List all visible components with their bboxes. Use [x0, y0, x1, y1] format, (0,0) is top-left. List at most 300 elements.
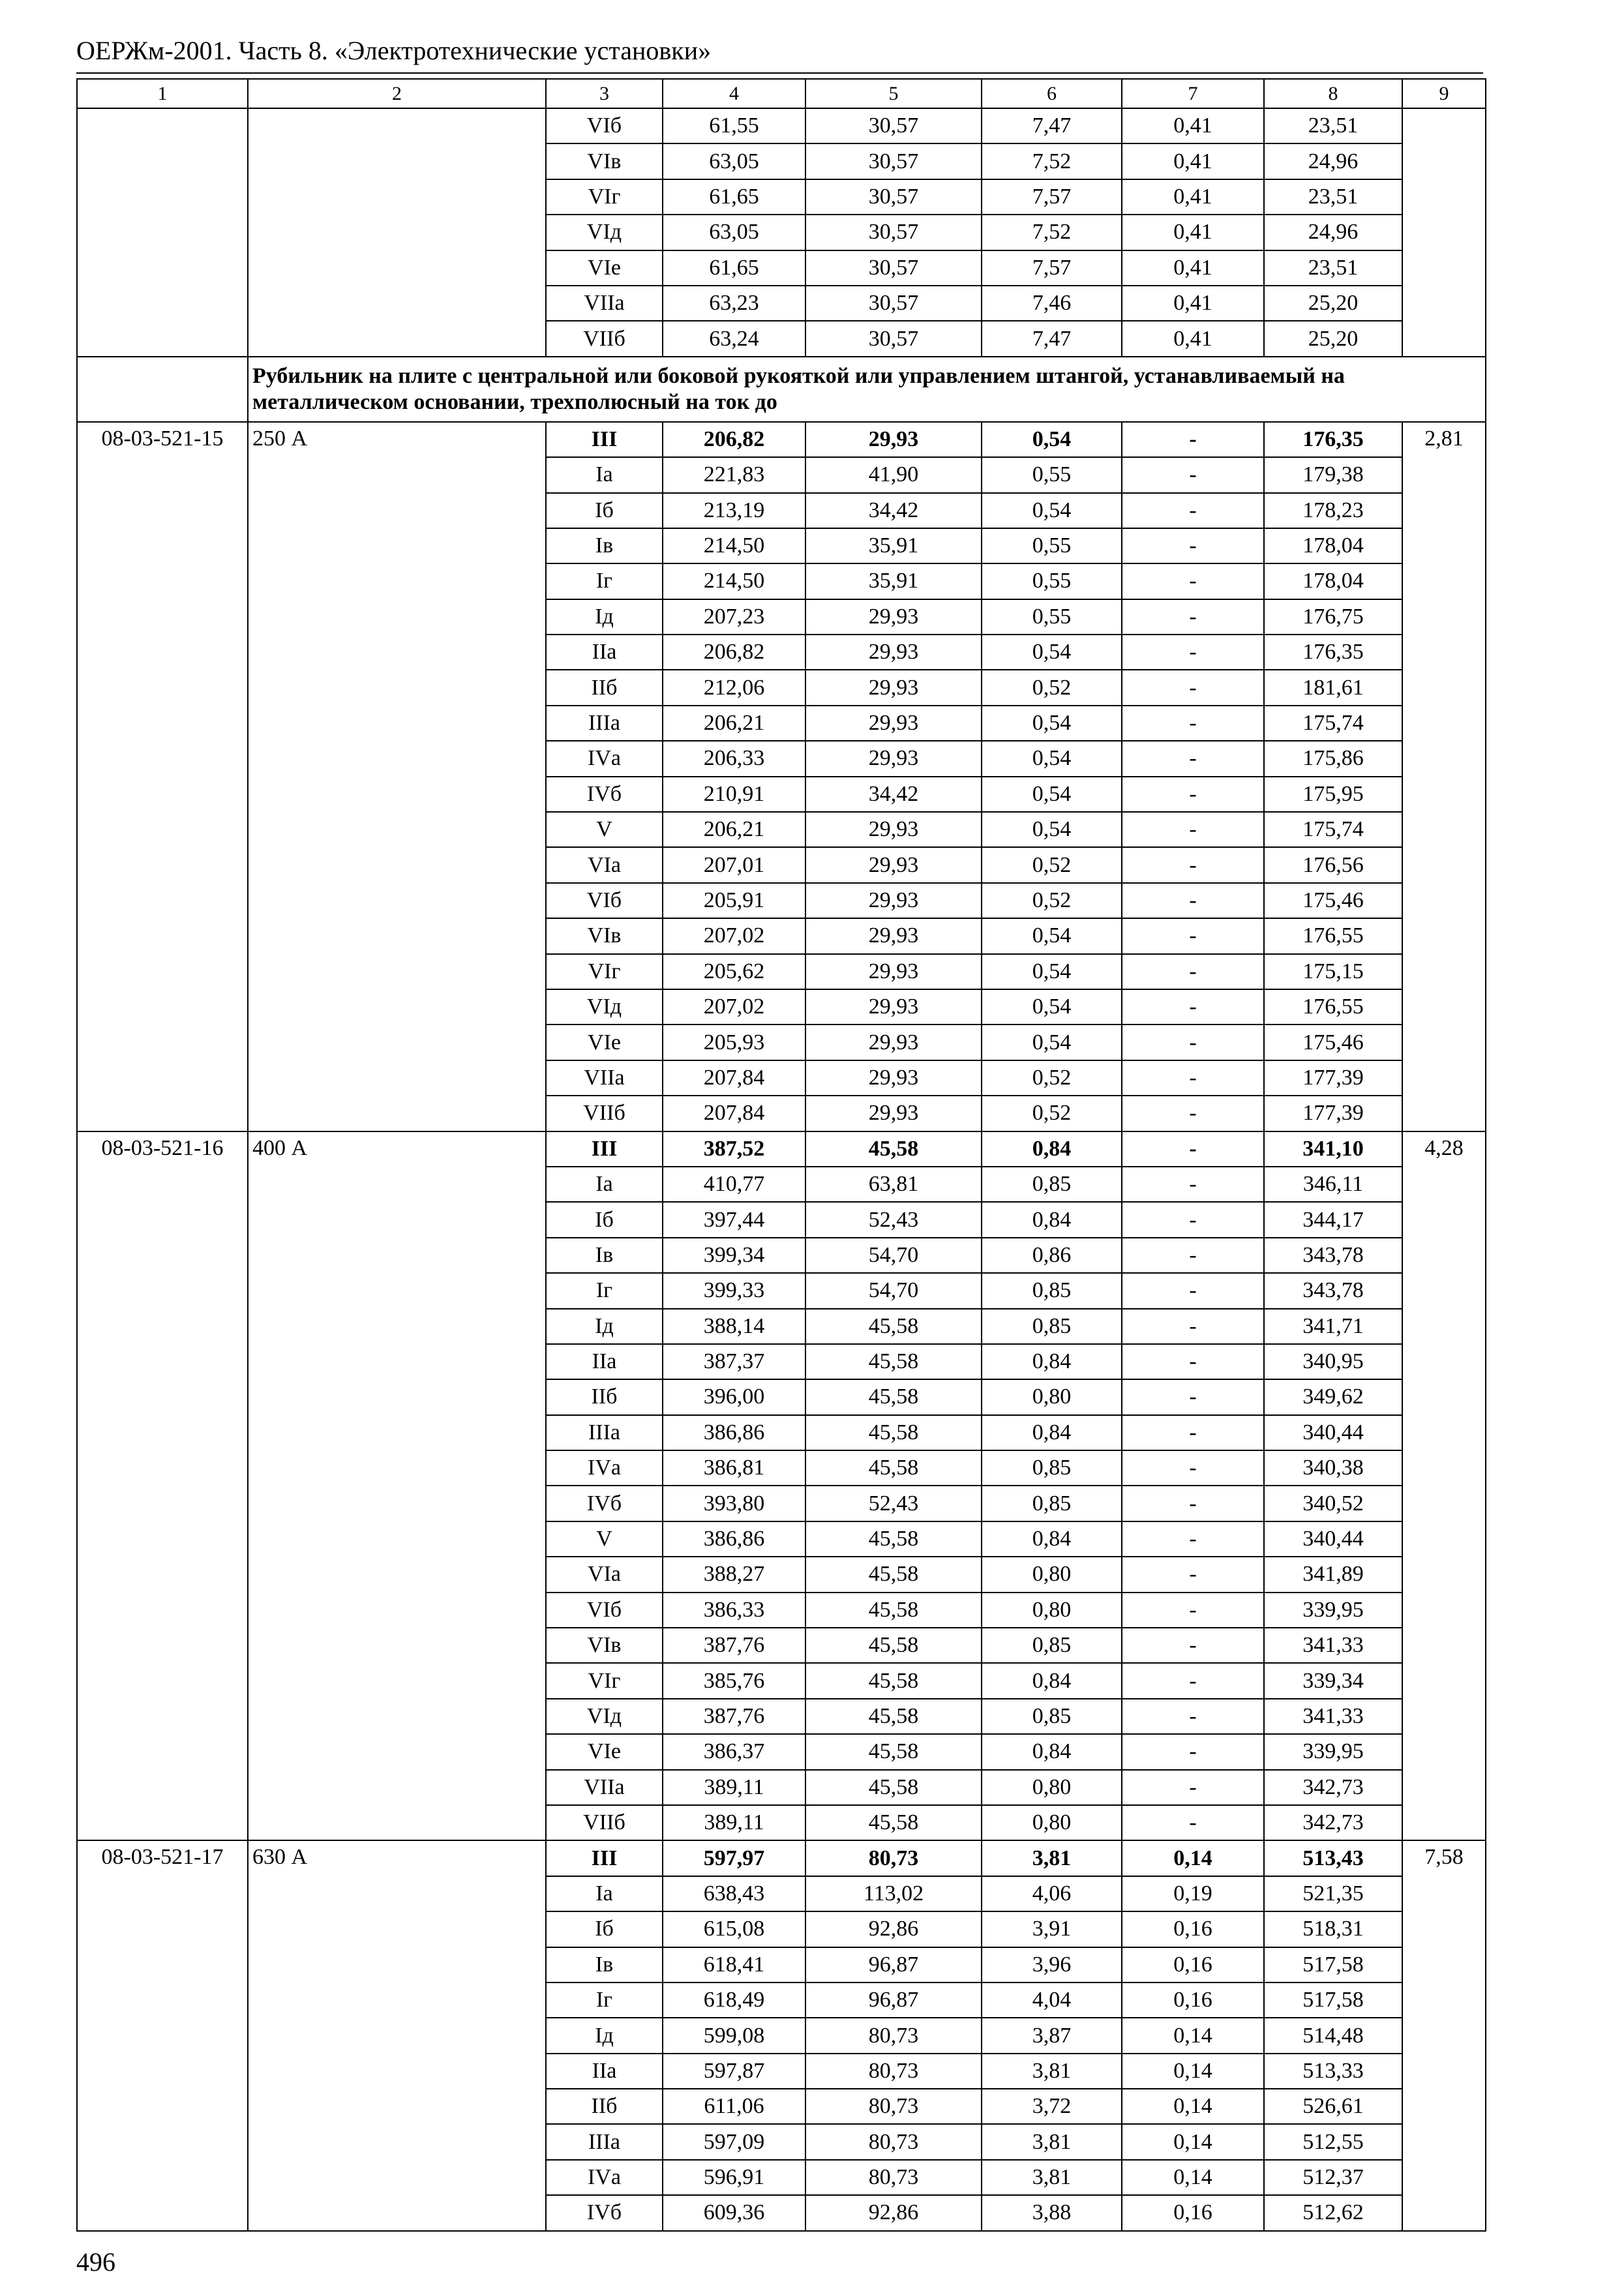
col-machinist-wages-cell: 0,41	[1122, 108, 1264, 143]
col-machines-cell: 0,85	[982, 1486, 1122, 1521]
col-machines-cell: 7,47	[982, 321, 1122, 356]
col-machines-cell: 0,54	[982, 812, 1122, 847]
col-machines-cell: 0,54	[982, 422, 1122, 457]
col-total-cost-cell: 206,21	[663, 706, 805, 741]
col-machines-cell: 0,55	[982, 528, 1122, 563]
col-category-cell: IIIа	[546, 706, 663, 741]
col-materials-cell: 178,04	[1264, 528, 1402, 563]
col-category-cell: VIб	[546, 1593, 663, 1628]
labor-cell: 7,58	[1402, 1840, 1486, 2230]
col-category-cell: Iг	[546, 1982, 663, 2018]
col-total-cost-cell: 393,80	[663, 1486, 805, 1521]
col-category-cell: VIе	[546, 1025, 663, 1060]
col-machinist-wages-cell: -	[1122, 1486, 1264, 1521]
col-wages-cell: 92,86	[805, 2195, 982, 2230]
col-machines-cell: 0,85	[982, 1628, 1122, 1663]
col-machinist-wages-cell: -	[1122, 563, 1264, 599]
col-materials-cell: 175,46	[1264, 1025, 1402, 1060]
col-total-cost-cell: 597,87	[663, 2054, 805, 2089]
col-wages-cell: 45,58	[805, 1699, 982, 1734]
col-materials-cell: 521,35	[1264, 1876, 1402, 1911]
col-machinist-wages-cell: -	[1122, 1450, 1264, 1486]
col-machinist-wages-cell: -	[1122, 1309, 1264, 1344]
col-materials-cell: 342,73	[1264, 1770, 1402, 1805]
col-category-cell: Iв	[546, 528, 663, 563]
col-materials-cell: 23,51	[1264, 179, 1402, 215]
col-materials-cell: 517,58	[1264, 1947, 1402, 1982]
col-total-cost-cell: 389,11	[663, 1805, 805, 1840]
col-wages-cell: 80,73	[805, 2089, 982, 2124]
col-category-cell: V	[546, 1521, 663, 1557]
col-wages-cell: 35,91	[805, 563, 982, 599]
col-wages-cell: 29,93	[805, 670, 982, 705]
col-materials-cell: 175,86	[1264, 741, 1402, 776]
col-wages-cell: 45,58	[805, 1628, 982, 1663]
col-total-cost-cell: 599,08	[663, 2018, 805, 2053]
col-machines-cell: 7,57	[982, 179, 1122, 215]
col-category-cell: Iг	[546, 563, 663, 599]
col-machinist-wages-cell: -	[1122, 1202, 1264, 1237]
col-category-cell: IVа	[546, 2160, 663, 2195]
col-materials-cell: 179,38	[1264, 457, 1402, 492]
col-wages-cell: 45,58	[805, 1663, 982, 1698]
col-machinist-wages-cell: 0,14	[1122, 2018, 1264, 2053]
col-machinist-wages-cell: -	[1122, 1131, 1264, 1167]
column-number-cell: 6	[982, 79, 1122, 108]
col-machines-cell: 0,85	[982, 1167, 1122, 1202]
col-machinist-wages-cell: -	[1122, 457, 1264, 492]
col-materials-cell: 339,34	[1264, 1663, 1402, 1698]
col-total-cost-cell: 386,86	[663, 1415, 805, 1450]
section-blank-cell	[77, 357, 248, 422]
col-category-cell: VIIа	[546, 1770, 663, 1805]
col-total-cost-cell: 596,91	[663, 2160, 805, 2195]
col-machines-cell: 0,54	[982, 635, 1122, 670]
col-machines-cell: 7,52	[982, 215, 1122, 250]
col-wages-cell: 29,93	[805, 741, 982, 776]
col-wages-cell: 29,93	[805, 422, 982, 457]
col-category-cell: VIд	[546, 989, 663, 1025]
col-materials-cell: 175,95	[1264, 777, 1402, 812]
col-category-cell: IIб	[546, 2089, 663, 2124]
col-total-cost-cell: 389,11	[663, 1770, 805, 1805]
col-machinist-wages-cell: 0,16	[1122, 2195, 1264, 2230]
col-category-cell: VIг	[546, 179, 663, 215]
col-materials-cell: 178,04	[1264, 563, 1402, 599]
col-wages-cell: 45,58	[805, 1450, 982, 1486]
col-machinist-wages-cell: -	[1122, 1734, 1264, 1769]
col-wages-cell: 29,93	[805, 847, 982, 882]
col-machinist-wages-cell: 0,16	[1122, 1947, 1264, 1982]
column-number-cell: 1	[77, 79, 248, 108]
col-category-cell: VIIа	[546, 286, 663, 321]
col-category-cell: III	[546, 1131, 663, 1167]
col-total-cost-cell: 205,62	[663, 954, 805, 989]
col-category-cell: VIIб	[546, 1096, 663, 1131]
col-total-cost-cell: 214,50	[663, 528, 805, 563]
col-total-cost-cell: 61,65	[663, 250, 805, 286]
col-total-cost-cell: 638,43	[663, 1876, 805, 1911]
col-wages-cell: 30,57	[805, 250, 982, 286]
col-machines-cell: 0,52	[982, 847, 1122, 882]
col-category-cell: Iв	[546, 1947, 663, 1982]
col-total-cost-cell: 385,76	[663, 1663, 805, 1698]
col-machines-cell: 0,80	[982, 1805, 1122, 1840]
col-machines-cell: 3,88	[982, 2195, 1122, 2230]
col-category-cell: Iа	[546, 1167, 663, 1202]
col-machines-cell: 0,54	[982, 954, 1122, 989]
col-materials-cell: 175,15	[1264, 954, 1402, 989]
col-wages-cell: 35,91	[805, 528, 982, 563]
col-machines-cell: 0,80	[982, 1379, 1122, 1414]
col-category-cell: VIв	[546, 1628, 663, 1663]
col-wages-cell: 45,58	[805, 1521, 982, 1557]
col-total-cost-cell: 206,33	[663, 741, 805, 776]
col-machines-cell: 0,84	[982, 1663, 1122, 1698]
col-machinist-wages-cell: 0,16	[1122, 1982, 1264, 2018]
col-total-cost-cell: 214,50	[663, 563, 805, 599]
code-cell: 08-03-521-15	[77, 422, 248, 1131]
col-machinist-wages-cell: -	[1122, 1699, 1264, 1734]
col-wages-cell: 29,93	[805, 1096, 982, 1131]
labor-cell: 2,81	[1402, 422, 1486, 1131]
col-total-cost-cell: 61,55	[663, 108, 805, 143]
col-materials-cell: 512,37	[1264, 2160, 1402, 2195]
col-category-cell: V	[546, 812, 663, 847]
column-number-cell: 4	[663, 79, 805, 108]
col-machinist-wages-cell: -	[1122, 1238, 1264, 1273]
col-machines-cell: 0,86	[982, 1238, 1122, 1273]
col-wages-cell: 92,86	[805, 1911, 982, 1947]
table-row	[77, 422, 1486, 457]
col-materials-cell: 340,44	[1264, 1521, 1402, 1557]
col-wages-cell: 29,93	[805, 883, 982, 918]
col-machinist-wages-cell: -	[1122, 1663, 1264, 1698]
col-machinist-wages-cell: -	[1122, 493, 1264, 528]
col-category-cell: Iв	[546, 1238, 663, 1273]
col-machines-cell: 0,54	[982, 989, 1122, 1025]
col-materials-cell: 24,96	[1264, 143, 1402, 179]
col-total-cost-cell: 207,02	[663, 989, 805, 1025]
col-category-cell: Iб	[546, 1202, 663, 1237]
col-machines-cell: 3,87	[982, 2018, 1122, 2053]
page-header: ОЕРЖм-2001. Часть 8. «Электротехнические установки»	[76, 36, 712, 65]
col-total-cost-cell: 387,76	[663, 1628, 805, 1663]
col-category-cell: VIа	[546, 847, 663, 882]
col-machines-cell: 0,54	[982, 493, 1122, 528]
col-machinist-wages-cell: 0,41	[1122, 250, 1264, 286]
col-materials-cell: 341,71	[1264, 1309, 1402, 1344]
col-machinist-wages-cell: 0,14	[1122, 1840, 1264, 1876]
col-total-cost-cell: 387,52	[663, 1131, 805, 1167]
col-materials-cell: 341,89	[1264, 1557, 1402, 1592]
col-category-cell: Iг	[546, 1273, 663, 1308]
col-total-cost-cell: 618,49	[663, 1982, 805, 2018]
column-number-cell: 5	[805, 79, 982, 108]
col-total-cost-cell: 388,14	[663, 1309, 805, 1344]
col-materials-cell: 346,11	[1264, 1167, 1402, 1202]
col-materials-cell: 513,33	[1264, 2054, 1402, 2089]
col-wages-cell: 29,93	[805, 706, 982, 741]
col-materials-cell: 526,61	[1264, 2089, 1402, 2124]
col-materials-cell: 512,62	[1264, 2195, 1402, 2230]
col-machinist-wages-cell: -	[1122, 706, 1264, 741]
col-total-cost-cell: 597,97	[663, 1840, 805, 1876]
col-total-cost-cell: 206,82	[663, 635, 805, 670]
col-machines-cell: 0,55	[982, 599, 1122, 635]
col-wages-cell: 80,73	[805, 2124, 982, 2159]
col-materials-cell: 340,44	[1264, 1415, 1402, 1450]
col-materials-cell: 349,62	[1264, 1379, 1402, 1414]
col-category-cell: Iб	[546, 1911, 663, 1947]
col-wages-cell: 29,93	[805, 599, 982, 635]
col-machines-cell: 0,84	[982, 1202, 1122, 1237]
col-machines-cell: 4,06	[982, 1876, 1122, 1911]
col-wages-cell: 45,58	[805, 1131, 982, 1167]
col-machinist-wages-cell: -	[1122, 1593, 1264, 1628]
column-number-cell: 7	[1122, 79, 1264, 108]
col-materials-cell: 517,58	[1264, 1982, 1402, 2018]
col-machinist-wages-cell: -	[1122, 1415, 1264, 1450]
col-materials-cell: 175,74	[1264, 706, 1402, 741]
col-machinist-wages-cell: -	[1122, 670, 1264, 705]
col-category-cell: VIIа	[546, 1060, 663, 1096]
col-machinist-wages-cell: -	[1122, 1770, 1264, 1805]
col-total-cost-cell: 205,91	[663, 883, 805, 918]
col-total-cost-cell: 61,65	[663, 179, 805, 215]
col-wages-cell: 45,58	[805, 1309, 982, 1344]
table-row	[77, 108, 1486, 143]
col-wages-cell: 80,73	[805, 2054, 982, 2089]
col-wages-cell: 29,93	[805, 918, 982, 953]
col-total-cost-cell: 206,82	[663, 422, 805, 457]
col-materials-cell: 341,33	[1264, 1628, 1402, 1663]
col-wages-cell: 29,93	[805, 635, 982, 670]
col-wages-cell: 54,70	[805, 1273, 982, 1308]
col-machinist-wages-cell: -	[1122, 599, 1264, 635]
col-machinist-wages-cell: -	[1122, 635, 1264, 670]
col-machinist-wages-cell: 0,14	[1122, 2054, 1264, 2089]
col-machines-cell: 0,85	[982, 1450, 1122, 1486]
col-wages-cell: 45,58	[805, 1344, 982, 1379]
col-wages-cell: 45,58	[805, 1770, 982, 1805]
col-total-cost-cell: 207,01	[663, 847, 805, 882]
col-total-cost-cell: 399,33	[663, 1273, 805, 1308]
col-materials-cell: 514,48	[1264, 2018, 1402, 2053]
col-total-cost-cell: 210,91	[663, 777, 805, 812]
col-wages-cell: 29,93	[805, 812, 982, 847]
col-materials-cell: 177,39	[1264, 1060, 1402, 1096]
col-machines-cell: 0,84	[982, 1415, 1122, 1450]
col-total-cost-cell: 221,83	[663, 457, 805, 492]
col-wages-cell: 30,57	[805, 321, 982, 356]
col-category-cell: VIе	[546, 1734, 663, 1769]
col-category-cell: IVа	[546, 1450, 663, 1486]
col-category-cell: VIд	[546, 215, 663, 250]
col-total-cost-cell: 387,37	[663, 1344, 805, 1379]
col-wages-cell: 30,57	[805, 215, 982, 250]
col-machinist-wages-cell: -	[1122, 1521, 1264, 1557]
col-category-cell: Iд	[546, 2018, 663, 2053]
col-category-cell: VIа	[546, 1557, 663, 1592]
col-wages-cell: 41,90	[805, 457, 982, 492]
col-total-cost-cell: 63,05	[663, 143, 805, 179]
col-total-cost-cell: 206,21	[663, 812, 805, 847]
col-machinist-wages-cell: -	[1122, 1805, 1264, 1840]
col-wages-cell: 63,81	[805, 1167, 982, 1202]
col-total-cost-cell: 386,81	[663, 1450, 805, 1486]
col-materials-cell: 176,55	[1264, 989, 1402, 1025]
col-total-cost-cell: 386,33	[663, 1593, 805, 1628]
col-category-cell: IIIа	[546, 2124, 663, 2159]
col-wages-cell: 34,42	[805, 777, 982, 812]
col-machines-cell: 0,85	[982, 1699, 1122, 1734]
col-materials-cell: 340,52	[1264, 1486, 1402, 1521]
col-total-cost-cell: 207,23	[663, 599, 805, 635]
col-machines-cell: 3,81	[982, 2124, 1122, 2159]
col-materials-cell: 178,23	[1264, 493, 1402, 528]
col-category-cell: III	[546, 422, 663, 457]
col-machinist-wages-cell: -	[1122, 883, 1264, 918]
col-category-cell: VIб	[546, 108, 663, 143]
col-total-cost-cell: 207,84	[663, 1096, 805, 1131]
col-materials-cell: 518,31	[1264, 1911, 1402, 1947]
labor-cell	[1402, 108, 1486, 357]
col-materials-cell: 23,51	[1264, 108, 1402, 143]
col-wages-cell: 30,57	[805, 286, 982, 321]
col-materials-cell: 175,46	[1264, 883, 1402, 918]
col-total-cost-cell: 63,24	[663, 321, 805, 356]
col-total-cost-cell: 212,06	[663, 670, 805, 705]
col-category-cell: IVб	[546, 777, 663, 812]
col-machinist-wages-cell: -	[1122, 918, 1264, 953]
col-category-cell: IIа	[546, 2054, 663, 2089]
col-total-cost-cell: 611,06	[663, 2089, 805, 2124]
col-materials-cell: 344,17	[1264, 1202, 1402, 1237]
col-machinist-wages-cell: 0,41	[1122, 215, 1264, 250]
col-category-cell: IIб	[546, 670, 663, 705]
col-machinist-wages-cell: -	[1122, 1273, 1264, 1308]
col-machines-cell: 7,46	[982, 286, 1122, 321]
table-row	[77, 1840, 1486, 1876]
col-wages-cell: 52,43	[805, 1486, 982, 1521]
col-category-cell: IVб	[546, 2195, 663, 2230]
col-machinist-wages-cell: -	[1122, 1167, 1264, 1202]
col-total-cost-cell: 207,02	[663, 918, 805, 953]
col-wages-cell: 80,73	[805, 2018, 982, 2053]
col-machinist-wages-cell: 0,14	[1122, 2160, 1264, 2195]
col-machinist-wages-cell: 0,14	[1122, 2124, 1264, 2159]
col-machinist-wages-cell: 0,41	[1122, 321, 1264, 356]
col-machines-cell: 0,55	[982, 563, 1122, 599]
col-category-cell: Iд	[546, 1309, 663, 1344]
col-wages-cell: 96,87	[805, 1947, 982, 1982]
col-machines-cell: 0,84	[982, 1131, 1122, 1167]
col-total-cost-cell: 386,86	[663, 1521, 805, 1557]
col-machines-cell: 7,47	[982, 108, 1122, 143]
col-machines-cell: 0,54	[982, 1025, 1122, 1060]
column-number-cell: 8	[1264, 79, 1402, 108]
col-machinist-wages-cell: 0,41	[1122, 179, 1264, 215]
col-wages-cell: 45,58	[805, 1415, 982, 1450]
col-machines-cell: 0,85	[982, 1309, 1122, 1344]
col-machinist-wages-cell: -	[1122, 1379, 1264, 1414]
col-category-cell: VIб	[546, 883, 663, 918]
col-category-cell: VIе	[546, 250, 663, 286]
section-title: Рубильник на плите с центральной или боковой рукояткой или управлением штангой, устанавливаемый на металлическом основании, трехполюсный на ток до	[248, 357, 1486, 422]
col-wages-cell: 29,93	[805, 1060, 982, 1096]
col-wages-cell: 45,58	[805, 1557, 982, 1592]
col-category-cell: VIв	[546, 918, 663, 953]
col-materials-cell: 340,38	[1264, 1450, 1402, 1486]
col-machines-cell: 7,57	[982, 250, 1122, 286]
col-category-cell: IIа	[546, 1344, 663, 1379]
col-machines-cell: 0,54	[982, 777, 1122, 812]
col-materials-cell: 25,20	[1264, 286, 1402, 321]
col-materials-cell: 339,95	[1264, 1734, 1402, 1769]
col-wages-cell: 80,73	[805, 1840, 982, 1876]
col-total-cost-cell: 618,41	[663, 1947, 805, 1982]
col-machinist-wages-cell: -	[1122, 1096, 1264, 1131]
col-materials-cell: 342,73	[1264, 1805, 1402, 1840]
code-cell: 08-03-521-16	[77, 1131, 248, 1841]
col-machines-cell: 0,54	[982, 918, 1122, 953]
col-machinist-wages-cell: -	[1122, 1025, 1264, 1060]
name-cell: 400 А	[248, 1131, 546, 1841]
col-machines-cell: 3,81	[982, 2160, 1122, 2195]
col-materials-cell: 340,95	[1264, 1344, 1402, 1379]
col-materials-cell: 181,61	[1264, 670, 1402, 705]
col-wages-cell: 45,58	[805, 1734, 982, 1769]
col-category-cell: VIг	[546, 1663, 663, 1698]
col-machines-cell: 0,52	[982, 1060, 1122, 1096]
col-category-cell: Iб	[546, 493, 663, 528]
col-materials-cell: 176,35	[1264, 635, 1402, 670]
col-machines-cell: 3,91	[982, 1911, 1122, 1947]
col-total-cost-cell: 597,09	[663, 2124, 805, 2159]
col-machines-cell: 7,52	[982, 143, 1122, 179]
col-machines-cell: 3,96	[982, 1947, 1122, 1982]
col-machinist-wages-cell: -	[1122, 989, 1264, 1025]
col-machinist-wages-cell: -	[1122, 812, 1264, 847]
col-machinist-wages-cell: -	[1122, 954, 1264, 989]
col-total-cost-cell: 399,34	[663, 1238, 805, 1273]
col-total-cost-cell: 388,27	[663, 1557, 805, 1592]
col-machines-cell: 0,52	[982, 883, 1122, 918]
col-total-cost-cell: 207,84	[663, 1060, 805, 1096]
col-wages-cell: 34,42	[805, 493, 982, 528]
col-category-cell: Iд	[546, 599, 663, 635]
col-total-cost-cell: 386,37	[663, 1734, 805, 1769]
col-category-cell: IIб	[546, 1379, 663, 1414]
header-rule	[76, 72, 1483, 74]
col-category-cell: VIв	[546, 143, 663, 179]
col-materials-cell: 512,55	[1264, 2124, 1402, 2159]
col-machines-cell: 3,72	[982, 2089, 1122, 2124]
table-row	[77, 1131, 1486, 1167]
section-row	[77, 357, 1486, 422]
col-materials-cell: 175,74	[1264, 812, 1402, 847]
col-total-cost-cell: 387,76	[663, 1699, 805, 1734]
col-machinist-wages-cell: -	[1122, 422, 1264, 457]
col-machines-cell: 3,81	[982, 1840, 1122, 1876]
col-total-cost-cell: 396,00	[663, 1379, 805, 1414]
column-number-cell: 9	[1402, 79, 1486, 108]
col-category-cell: VIд	[546, 1699, 663, 1734]
col-wages-cell: 45,58	[805, 1593, 982, 1628]
col-materials-cell: 341,10	[1264, 1131, 1402, 1167]
name-cell	[248, 108, 546, 357]
